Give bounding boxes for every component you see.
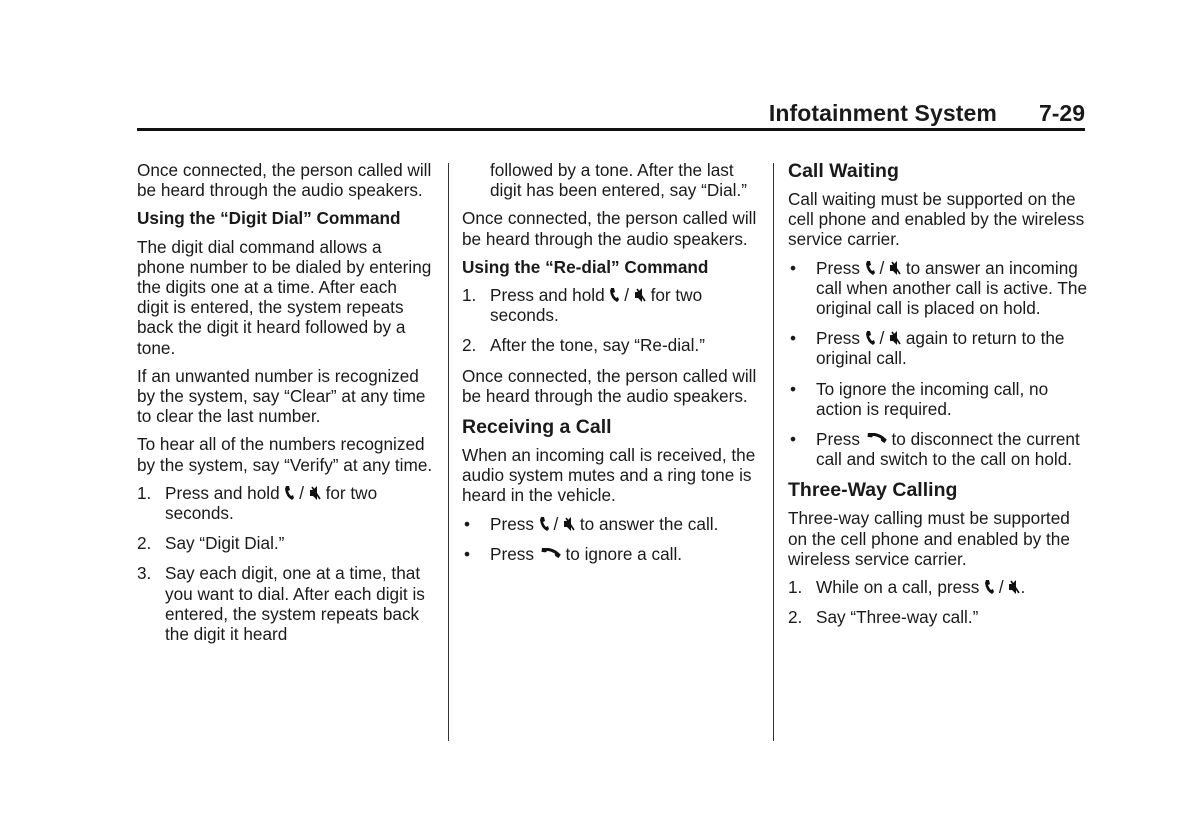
bullet: •	[464, 513, 471, 534]
heading-three-way-calling: Three-Way Calling	[788, 479, 958, 502]
step-number: 1.	[137, 482, 152, 503]
page-header	[137, 100, 1085, 130]
bullet-text: again to return to the original call.	[816, 328, 1065, 369]
step-3	[137, 563, 433, 644]
bullet-text: to answer the call.	[579, 513, 719, 534]
bullet-text: Press	[816, 429, 860, 450]
bullet-text: to ignore a call.	[565, 543, 683, 564]
speaker-mute-icon	[889, 260, 901, 276]
paragraph: Once connected, the person called will be heard through the audio speakers.	[462, 365, 757, 406]
paragraph: Once connected, the person called will be heard through the audio speakers.	[462, 208, 757, 249]
phone-handset-icon	[284, 485, 294, 501]
step-text: Press and hold	[490, 285, 605, 306]
step-2	[137, 533, 433, 553]
step-2	[462, 335, 762, 355]
bullet-text: Press	[816, 257, 860, 278]
column-divider	[448, 163, 449, 741]
phone-handset-icon	[984, 579, 994, 595]
heading-receiving-a-call: Receiving a Call	[462, 416, 612, 439]
column-2	[462, 160, 762, 574]
page-number: 7-29	[1038, 100, 1085, 126]
paragraph: When an incoming call is received, the audio system mutes and a ring tone is heard in the vehicle.	[462, 445, 756, 506]
step-text: Say “Three-way call.”	[816, 607, 979, 628]
step-number: 3.	[137, 563, 152, 584]
paragraph: If an unwanted number is recognized by the system, say “Clear” at any time to clear the last number.	[137, 365, 426, 427]
section-title: Infotainment System	[768, 100, 997, 126]
heading-call-waiting: Call Waiting	[788, 160, 899, 182]
bullet: •	[790, 429, 797, 450]
bullet: •	[790, 378, 797, 399]
paragraph: To hear all of the numbers recognized by the system, say “Verify” at any time.	[137, 434, 433, 475]
bullet-text: to answer an incoming call when another call is active. The original call is placed on hold.	[816, 257, 1088, 319]
step-number: 1.	[788, 577, 803, 598]
punctuation: .	[1020, 577, 1026, 598]
bullet: •	[790, 257, 797, 278]
paragraph: The digit dial command allows a phone number to be dialed by entering the digits one at a time. After each digit is entered, the system repeats back the digit it heard followed by a tone.	[137, 236, 432, 358]
paragraph: Call waiting must be supported on the cell phone and enabled by the wireless service carrier.	[788, 189, 1085, 250]
hang-up-icon	[539, 548, 561, 562]
step-continuation: followed by a tone. After the last digit has been entered, say “Dial.”	[490, 160, 747, 201]
bullet-text: Press	[490, 513, 534, 534]
speaker-mute-icon	[309, 485, 321, 501]
bullet-text: Press	[816, 328, 860, 349]
bullet: •	[464, 543, 471, 564]
separator: /	[553, 513, 559, 534]
separator: /	[879, 328, 885, 349]
step-1	[788, 577, 1088, 597]
bullet-text: Press	[490, 543, 534, 564]
step-number: 2.	[462, 335, 477, 356]
phone-handset-icon	[865, 330, 875, 346]
step-text: Say “Digit Dial.”	[165, 533, 285, 554]
bullet: •	[790, 328, 797, 349]
subheading-digit-dial: Using the “Digit Dial” Command	[137, 208, 401, 229]
step-text: for two seconds.	[490, 285, 703, 326]
separator: /	[998, 577, 1004, 598]
separator: /	[624, 285, 629, 306]
bullet-text: To ignore the incoming call, no action is required.	[816, 378, 1049, 419]
bullet-item	[788, 258, 1088, 319]
separator: /	[879, 257, 885, 278]
speaker-mute-icon	[889, 330, 901, 346]
phone-handset-icon	[539, 516, 549, 532]
phone-handset-icon	[609, 287, 619, 303]
bullet-item	[788, 429, 1088, 469]
bullet-item	[788, 328, 1088, 368]
paragraph: Three-way calling must be supported on the cell phone and enabled by the wireless service carrier.	[788, 508, 1070, 569]
step-2	[788, 607, 1088, 627]
speaker-mute-icon	[563, 516, 575, 532]
column-1	[137, 160, 433, 654]
bullet-text: to disconnect the current call and switch to the call on hold.	[816, 429, 1080, 470]
hang-up-icon	[865, 433, 887, 447]
step-number: 2.	[137, 533, 152, 554]
header-rule	[137, 128, 1085, 131]
step-1	[462, 285, 762, 325]
step-text: While on a call, press	[816, 577, 980, 598]
step-text: for two seconds.	[165, 482, 378, 524]
step-1	[137, 483, 433, 523]
step-text: After the tone, say “Re-dial.”	[490, 335, 705, 356]
step-number: 1.	[462, 285, 477, 306]
column-divider	[773, 163, 774, 741]
bullet-item	[462, 544, 762, 564]
bullet-item	[462, 514, 762, 534]
step-text: Press and hold	[165, 482, 280, 503]
bullet-item	[788, 379, 1088, 419]
step-text: Say each digit, one at a time, that you want to dial. After each digit is entered, the system repeats back the digit it heard	[165, 563, 425, 645]
column-3	[788, 160, 1088, 637]
separator: /	[299, 482, 304, 503]
speaker-mute-icon	[1008, 579, 1020, 595]
subheading-re-dial: Using the “Re-dial” Command	[462, 256, 709, 277]
step-number: 2.	[788, 607, 803, 628]
paragraph: Once connected, the person called will be heard through the audio speakers.	[137, 160, 432, 201]
phone-handset-icon	[865, 260, 875, 276]
speaker-mute-icon	[634, 287, 646, 303]
